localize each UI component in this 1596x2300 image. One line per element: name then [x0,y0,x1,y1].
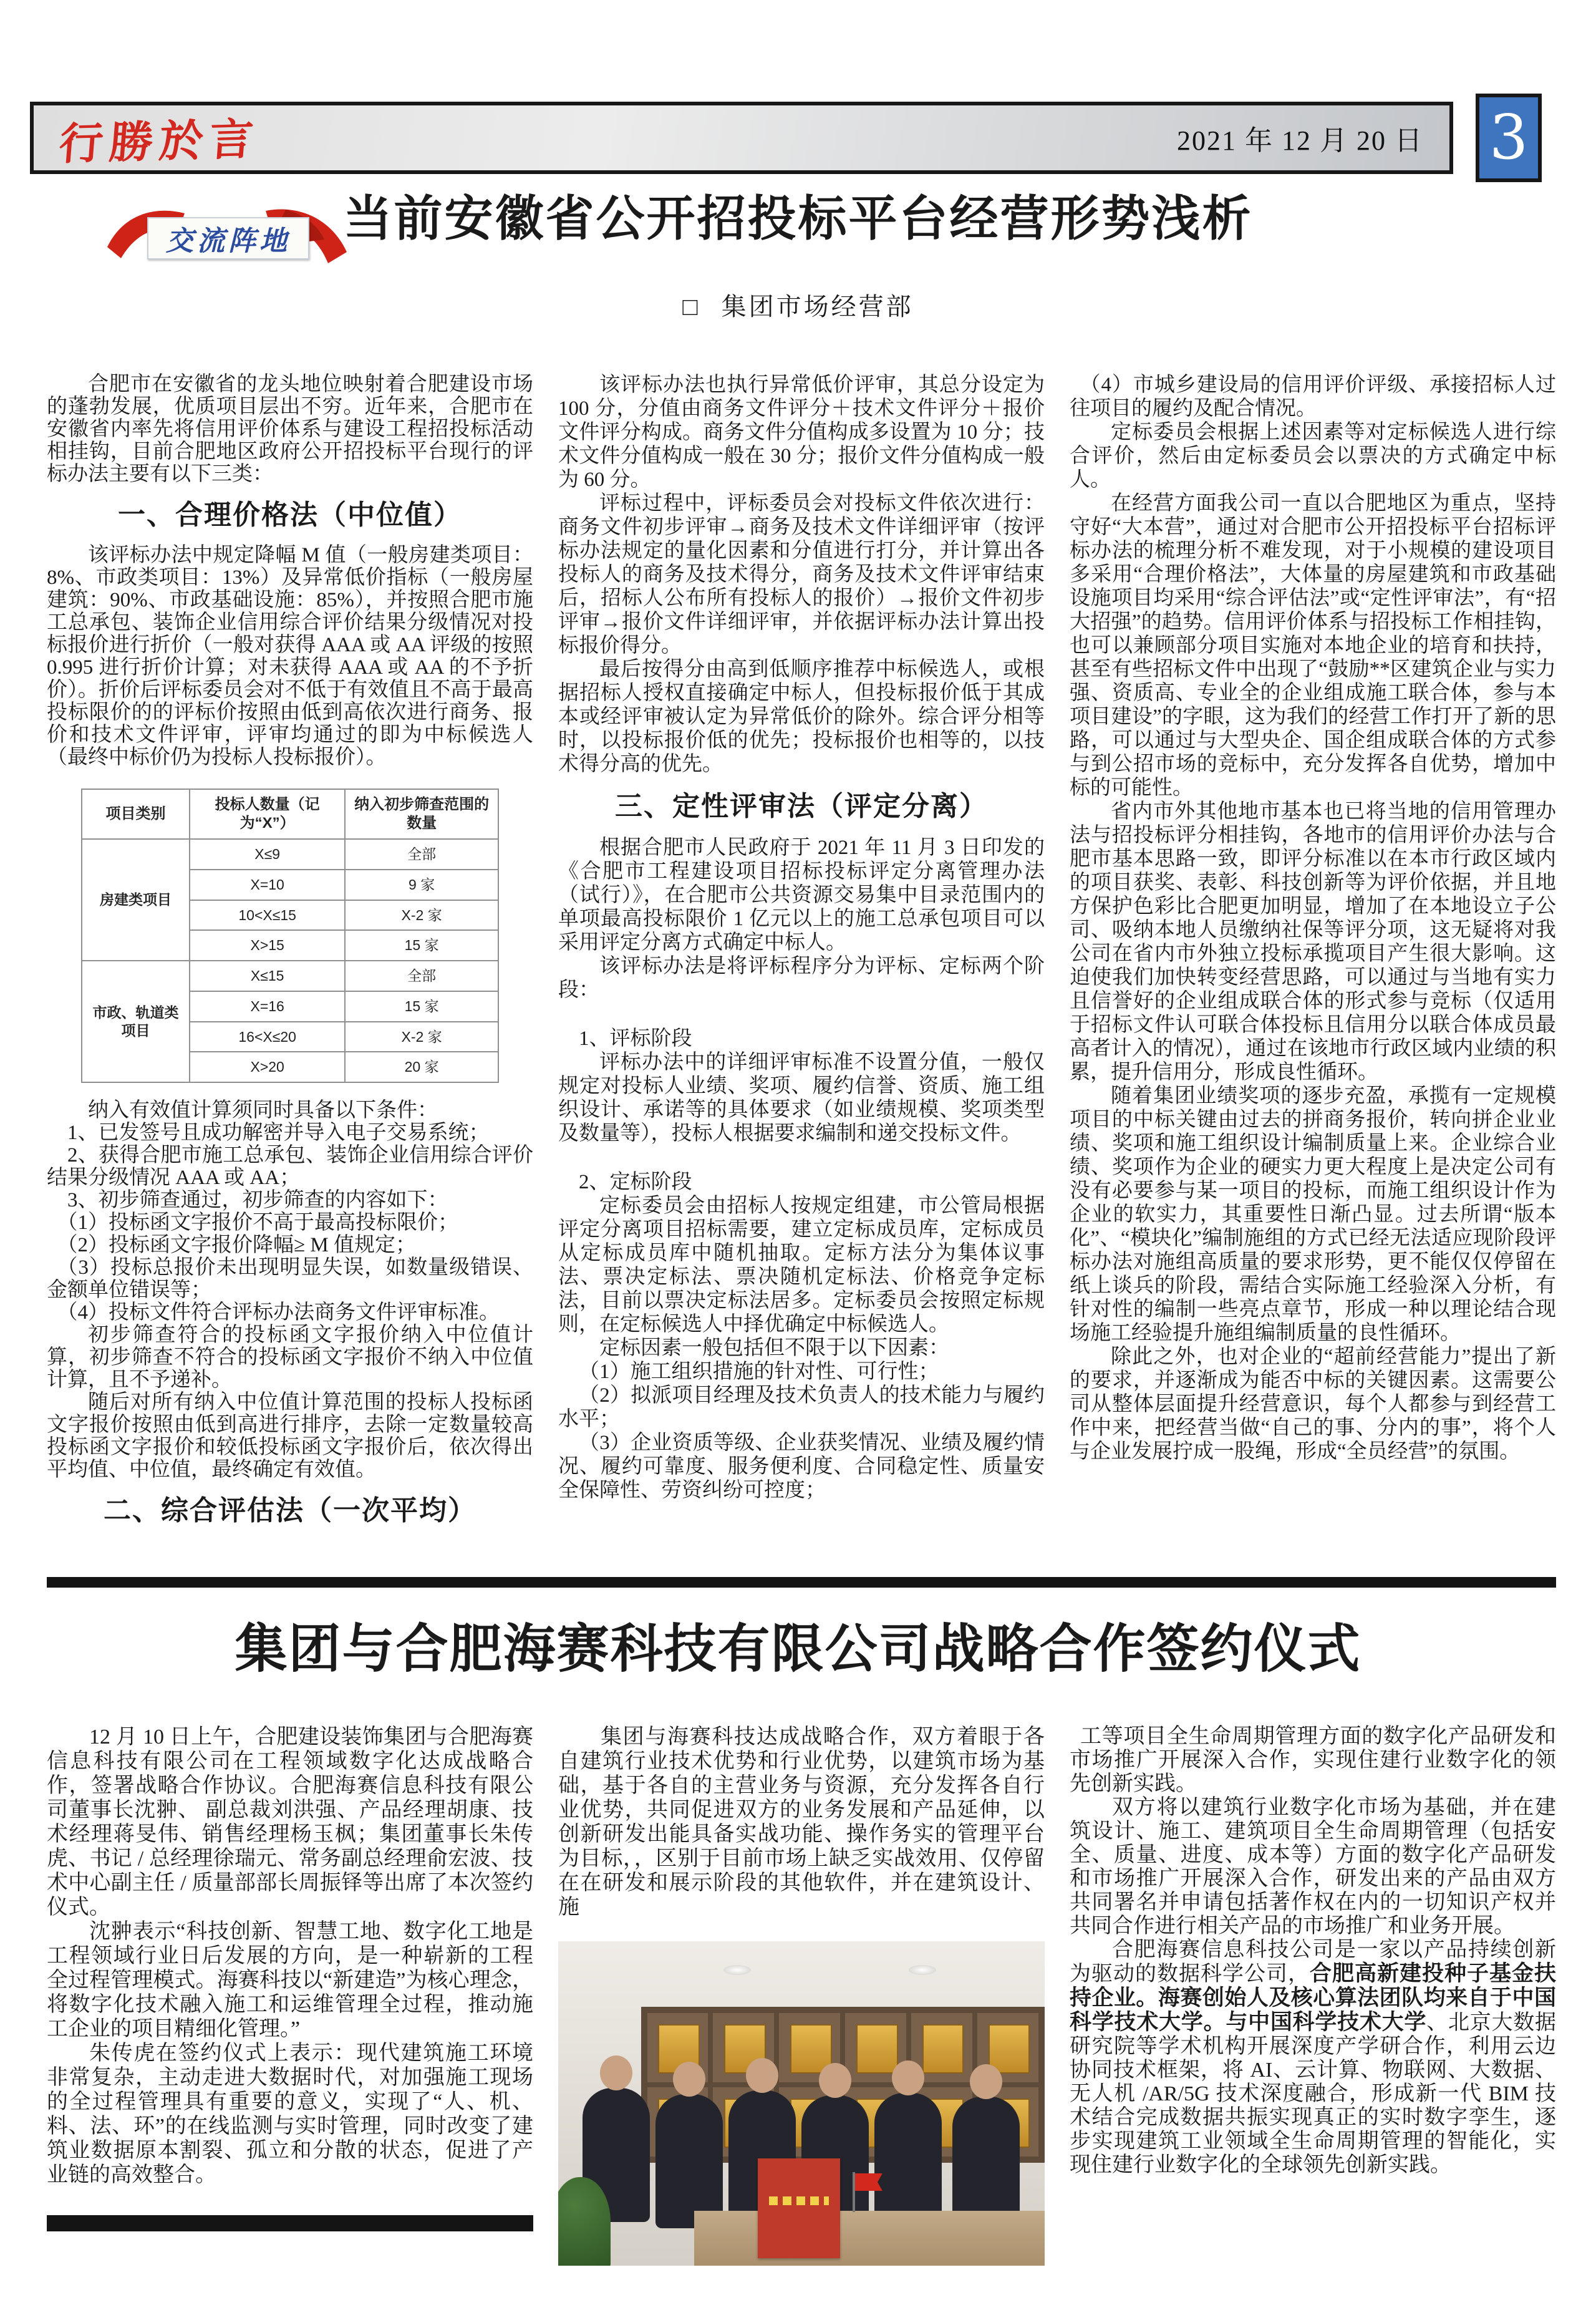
paragraph: 在经营方面我公司一直以合肥地区为重点，坚持守好“大本营”，通过对合肥市公开招投标平台招标评标办法的梳理分析不难发现，对于小规模的建设项目多采用“合理价格法”，大体量的房屋建筑和市政基础设施项目均采用“综合评估法”或“定性评审法”，有“招大招强”的趋势。信用评价体系与招投标工作相挂钩，也可以兼顾部分项目实施对本地企业的培育和扶持，甚至有些招标文件中出现了“鼓励**区建筑企业与实力强、资质高、专业全的企业组成施工联合体，参与本项目建设”的字眼，这为我们的经营工作打开了新的思路，可以通过与大型央企、国企组成联合体的方式参与到公招市场的竞标中，充分发挥各自优势，增加中标的可能性。 [1070,492,1556,799]
table-cell: 20 家 [345,1052,499,1082]
article1-column-2 [558,373,1045,1578]
ceiling-light-icon [723,1965,751,1975]
table-row [82,839,499,870]
article2-column-2 [558,1725,1045,2300]
table-cell: X-2 家 [345,900,499,931]
photo-flag-icon [853,2172,855,2212]
section-heading: 二、综合评估法（一次平均） [104,1495,476,1526]
paragraph-text: 、北京大数据研究院等学术机构开展深度产学研合作，利用云边协同技术框架，将 AI、云计算、物联网、大数据、无人机 /AR/5G 技术深度融合，形成新一代 BIM 技术结合完成数据共振实现真正的实时数字孪生，逐步实现建筑工业领域全生命周期管理的智能化，实现住建行业数字化的全球领先创新实践。 [1070,2011,1556,2176]
table-cell: 15 家 [345,930,499,961]
paragraph: 除此之外，也对企业的“超前经营能力”提出了新的要求，并逐渐成为能否中标的关键因素。这需要公司从整体层面提升经营意识，每个人都参与到经营工作中来，把经营当做“自己的事、分内的事”，将个人与企业发展拧成一股绳，形成“全员经营”的氛围。 [1070,1346,1556,1463]
table-cell: X>15 [190,930,344,961]
byline [0,287,1596,323]
paragraph: 定标委员会根据上述因素等对定标候选人进行综合评价，然后由定标委员会以票决的方式确定中标人。 [1070,421,1556,491]
paragraph: 该评标办法也执行异常低价评审，其总分设定为 100 分，分值由商务文件评分＋技术文件评分＋报价文件评分构成。商务文件分值构成多设置为 10 分；技术文件分值构成一般在 30 分；报价文件分值构成一般为 60 分。 [558,374,1045,491]
paragraph: 朱传虎在签约仪式上表示：现代建筑施工环境非常复杂，主动走进大数据时代，对加强施工现场的全过程管理具有重要的意义，实现了“人、机、料、法、环”的在线监测与实时管理，同时改变了建筑业数据原本割裂、孤立和分散的状态，促进了产业链的高效整合。 [47,2042,533,2186]
article1-column-3 [1070,373,1556,1578]
badge-label: 交流阵地 [166,225,291,257]
paragraph: 省内市外其他地市基本也已将当地的信用管理办法与招投标评分相挂钩，各地市的信用评价办法与合肥市基本思路一致，即评分标准以在本市行政区域内的项目获奖、表彰、科技创新等为评价依据，并且地方保护色彩比合肥更加明显，增加了在本地设立子公司、吸纳本地人员缴纳社保等评分项，这无疑将对我公司在省内市外独立投标承揽项目产生很大影响。这迫使我们加快转变经营思路，可以通过与当地有实力且信誉好的企业组成联合体的形式参与竞标（仅适用于招标文件认可联合体投标且信用分以联合体成员最高者计入的情况），通过在该地市行政区域内业绩的积累，提升信用分，形成良性循环。 [1070,800,1556,1084]
ceiling-light-icon [909,1965,936,1975]
table-cell: X≤9 [190,839,344,870]
table-cell: X=16 [190,991,344,1022]
paragraph: 纳入有效值计算须同时具备以下条件： [88,1099,438,1122]
table-category-cell: 房建类项目 [82,839,190,961]
masthead-bar [30,102,1453,174]
list-item: 3、初步筛查通过，初步筛查的内容如下： [67,1189,448,1211]
list-item: （1）投标函文字报价不高于最高投标限价； [57,1211,458,1234]
photo-person [655,2094,723,2228]
article-divider [47,1577,1556,1588]
paragraph [1070,1938,1556,2177]
table-header-cell: 项目类别 [82,789,190,839]
table-cell: 15 家 [345,991,499,1022]
article2-title: 集团与合肥海赛科技有限公司战略合作签约仪式 [235,1619,1361,1678]
issue-date: 2021 年 12 月 20 日 [1177,125,1423,156]
table-header-cell: 纳入初步筛查范围的数量 [345,789,499,839]
paragraph: 定标因素一般包括但不限于以下因素： [599,1337,949,1359]
paragraph: 评标办法中的详细评审标准不设置分值，一般仅规定对投标人业绩、奖项、履约信誉、资质、施工组织设计、承诺等的具体要求（如业绩规模、奖项类型及数量等），投标人根据要求编制和递交投标文件。 [558,1051,1045,1145]
paragraph: 沈翀表示“科技创新、智慧工地、数字化工地是工程领域行业日后发展的方向，是一种崭新的工程全过程管理模式。海赛科技以“新建造”为核心理念，将数字化技术融入施工和运维管理全过程，推动施工企业的项目精细化管理。” [47,1920,533,2040]
article1-column-1 [47,373,533,1578]
table-cell: X>20 [190,1052,344,1082]
list-item: （3）企业资质等级、企业获奖情况、业绩及履约情况、履约可靠度、服务便利度、合同稳定性、质量安全保障性、劳资纠纷可控度； [558,1432,1045,1502]
list-item: （3）投标总报价未出现明显失误，如数量级错误、金额单位错误等； [47,1256,533,1301]
table-cell: 16<X≤20 [190,1022,344,1052]
list-item: 1、已发签号且成功解密并导入电子交易系统； [67,1122,490,1144]
paragraph: 12 月 10 日上午，合肥建设装饰集团与合肥海赛信息科技有限公司在工程领域数字化达成战略合作，签署战略合作协议。合肥海赛信息科技有限公司董事长沈翀、 副总裁刘洪强、产品经理胡康、技术经理蒋旻伟、销售经理杨玉枫；集团董事长朱传虎、书记 / 总经理徐瑞元、常务副总经理俞宏波、技术中心副主任 / 质量部部长周振铎等出席了本次签约仪式。 [47,1725,533,1919]
article1-body [47,373,1556,1578]
page-number-badge [1476,94,1542,182]
paragraph: 该评标办法是将评标程序分为评标、定标两个阶段： [558,955,1045,1001]
list-item: 2、获得合肥市施工总承包、装饰企业信用综合评价结果分级情况 AAA 或 AA； [47,1144,533,1189]
paragraph: 根据合肥市人民政府于 2021 年 11 月 3 日印发的《合肥市工程建设项目招标投标评定分离管理办法（试行）》，在合肥市公共资源交易集中目录范围内的单项最高投标限价 1 亿元以上的施工总承包项目可以采用评定分离方式确定中标人。 [558,837,1045,954]
paragraph-text: 合肥海赛信息科技公司是一家以产品持续创新为驱动的数据科学公司， [1070,1938,1556,1986]
table-cell: X≤15 [190,961,344,991]
paragraph: 合肥市在安徽省的龙头地位映射着合肥建设市场的蓬勃发展，优质项目层出不穷。近年来，合肥市在安徽省内率先将信用评价体系与建设工程招投标活动相挂钩，目前合肥地区政府公开招投标平台现行的评标办法主要有以下三类： [47,373,533,485]
photo-person [874,2093,942,2227]
paragraph: 随后对所有纳入中位值计算范围的投标人投标函文字报价按照由低到高进行排序，去除一定数量较高投标函文字报价和较低投标函文字报价后，依次得出平均值、中位值，最终确定有效值。 [47,1391,533,1481]
table-cell: 9 家 [345,870,499,900]
table-header-cell: 投标人数量（记为“X”） [190,789,344,839]
table-cell: 全部 [345,961,499,991]
table-row [82,961,499,991]
highlighted-text: 合肥高新建投种子基金扶持企业。海赛创始人及核心算法团队均来自于中国科学技术大学。与中国科学技术大学 [1070,1961,1556,2034]
sub-heading: 2、定标阶段 [579,1171,692,1193]
article2-column-3 [1070,1725,1556,2300]
screening-table [81,789,500,1083]
page-number: 3 [1489,102,1529,173]
newspaper-logo: 行勝於言 [57,112,262,170]
byline-department: 集团市场经营部 [721,293,914,321]
article2-body [47,1725,1556,2300]
paragraph: 双方将以建筑行业数字化市场为基础，并在建筑设计、施工、建筑项目全生命周期管理（包括安全、质量、进度、成本等）方面的数字化产品研发和市场推广开展深入合作，研发出来的产品由双方共同署名并申请包括著作权在内的一切知识产权并共同合作进行相关产品的市场推广和业务开展。 [1070,1796,1556,1938]
table-cell: X-2 家 [345,1022,499,1052]
photo-desk [694,2211,1045,2266]
list-item: （2）投标函文字报价降幅≥ M 值规定； [57,1234,416,1256]
column-filler-rule [47,2215,533,2231]
paragraph: 随着集团业绩奖项的逐步充盈，承揽有一定规模项目的中标关键由过去的拼商务报价，转向拼企业业绩、奖项和施工组织设计编制质量上来。企业综合业绩、奖项作为企业的硬实力更大程度上是决定公司有没有必要参与某一项目的投标，而施工组织设计作为企业的软实力，其重要性日渐凸显。过去所谓“版本化”、“模块化”编制施组的方式已经无法适应现阶段评标办法对施组高质量的要求形势，更不能仅仅停留在纸上谈兵的阶段，需结合实际施工经验深入分析，有针对性的编制一些亮点章节，形成一种以理论结合现场施工经验提升施组编制质量的良性循环。 [1070,1085,1556,1344]
table-cell: 10<X≤15 [190,900,344,931]
article1-title: 当前安徽省公开招投标平台经营形势浅析 [343,191,1253,246]
section-heading: 三、定性评审法（评定分离） [615,791,988,822]
list-item: （1）施工组织措施的针对性、可行性； [579,1361,939,1383]
paragraph: 评标过程中，评标委员会对投标文件依次进行：商务文件初步评审→商务及技术文件详细评审（按评标办法规定的量化因素和分值进行打分，并计算出各投标人的商务及技术得分，商务及技术文件评审结束后，招标人公布所有投标人的报价）→报价文件初步评审→报价文件详细评审，并依据评标办法计算出投标报价得分。 [558,492,1045,657]
signing-ceremony-photo [558,1941,1045,2266]
paragraph: 该评标办法中规定降幅 M 值（一般房建类项目：8%、市政类项目：13%）及异常低价指标（一般房屋建筑：90%、市政基础设施：85%），并按照合肥市施工总承包、装饰企业信用综合评价结果分级情况对投标报价进行折价（一般对获得 AAA 或 AA 评级的按照 0.995 进行折价计算；对未获得 AAA 或 AA 的不予折价）。折价后评标委员会对不低于有效值且不高于最高投标限价的的评标价按照由低到高依次进行商务、报价和技术文件评审，评审均通过的即为中标候选人（最终中标价仍为投标人投标报价）。 [47,544,533,769]
table-cell: 全部 [345,839,499,870]
badge-box [147,217,309,260]
table-cell: X=10 [190,870,344,900]
sub-heading: 1、评标阶段 [579,1027,692,1050]
paragraph: 初步筛查符合的投标函文字报价纳入中位值计算，初步筛查不符合的投标函文字报价不纳入中位值计算，且不予递补。 [47,1324,533,1391]
column-badge-ribbon [99,198,355,276]
paragraph: 定标委员会由招标人按规定组建，市公管局根据评定分离项目招标需要，建立定标成员库，定标成员从定标成员库中随机抽取。定标方法分为集体议事法、票决定标法、票决随机定标法、价格竞争定标法，目前以票决定标法居多。定标委员会按照定标规则，在定标候选人中择优确定中标候选人。 [558,1195,1045,1336]
table-header-row [82,789,499,839]
table-category-cell: 市政、轨道类项目 [82,961,190,1082]
list-item: （2）拟派项目经理及技术负责人的技术能力与履约水平； [558,1384,1045,1430]
paragraph: 最后按得分由高到低顺序推荐中标候选人，或根据招标人授权直接确定中标人，但投标报价低于其成本或经评审被认定为异常低价的除外。综合评分相等时，以投标报价低的优先；投标报价也相等的，以技术得分高的优先。 [558,658,1045,775]
section-heading: 一、合理价格法（中位值） [118,500,462,530]
list-item: （4）投标文件符合评标办法商务文件评审标准。 [57,1301,500,1324]
paragraph: 集团与海赛科技达成战略合作，双方着眼于各自建筑行业技术优势和行业优势，以建筑市场为基础，基于各自的主营业务与资源，充分发挥各自行业优势，共同促进双方的业务发展和产品延伸，以创新研发出能具备实战功能、操作务实的管理平台为目标，，区别于目前市场上缺乏实战效用、仅停留在在研发和展示阶段的其他软件，并在建筑设计、施 [558,1725,1045,1919]
article2-column-1 [47,1725,533,2300]
photo-red-banner [758,2158,841,2258]
list-item: （4）市城乡建设局的信用评价评级、承接招标人过往项目的履约及配合情况。 [1070,374,1556,420]
byline-square-icon: □ [682,293,700,321]
paragraph: 工等项目全生命周期管理方面的数字化产品研发和市场推广开展深入合作，实现住建行业数字化的领先创新实践。 [1070,1725,1556,1795]
